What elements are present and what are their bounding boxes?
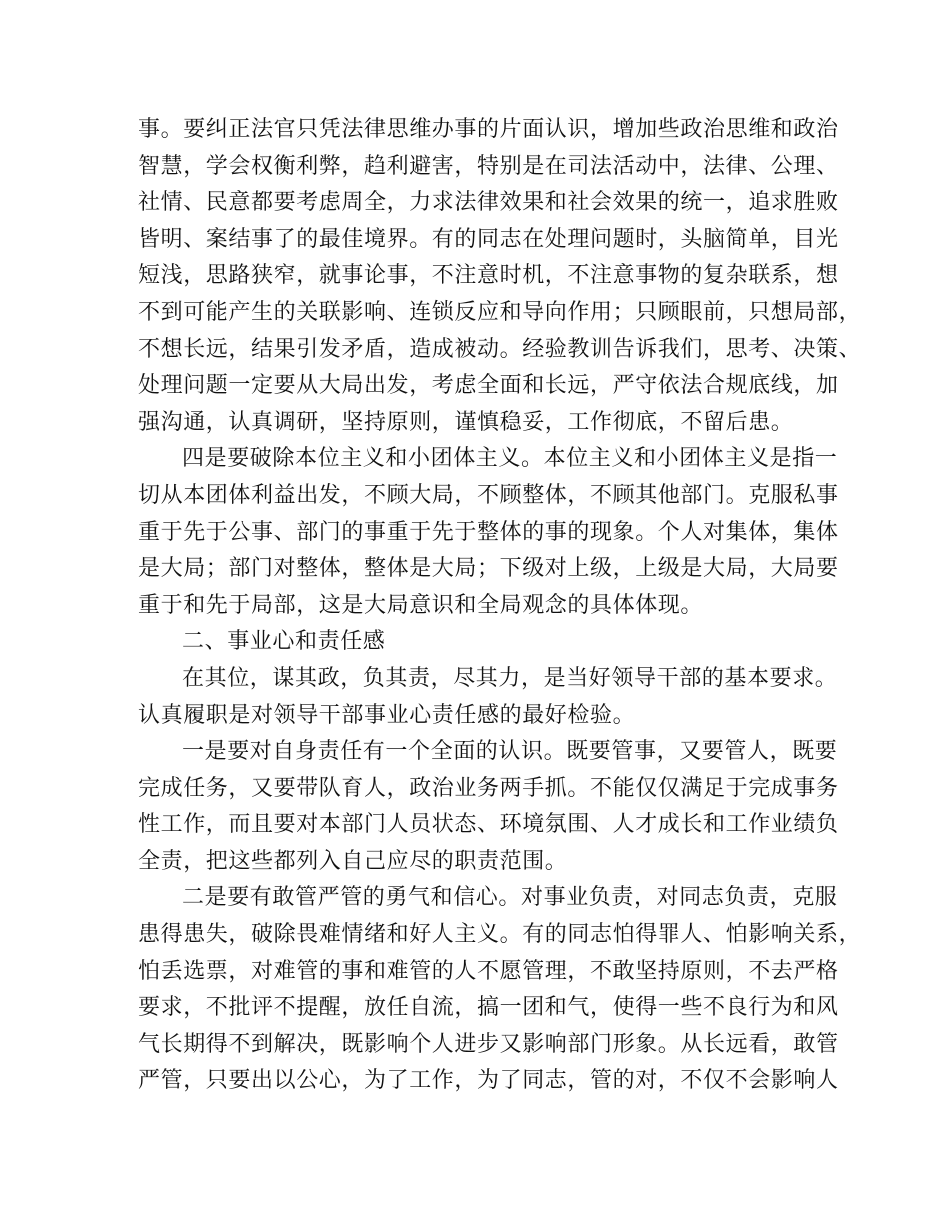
text-line: 社情、民意都要考虑周全，力求法律效果和社会效果的统一，追求胜败 [138,190,839,216]
text-line: 怕丢选票，对难管的事和难管的人不愿管理，不敢坚持原则，不去严格 [138,958,839,984]
text-line: 切从本团体利益出发，不顾大局，不顾整体，不顾其他部门。克服私事 [138,482,839,508]
text-line: 处理问题一定要从大局出发，考虑全面和长远，严守依法合规底线，加 [138,373,839,399]
text-line: 强沟通，认真调研，坚持原则，谨慎稳妥，工作彻底，不留后患。 [138,409,794,435]
text-line: 皆明、案结事了的最佳境界。有的同志在处理问题时，头脑简单，目光 [138,226,839,252]
section-heading: 二、事业心和责任感 [182,629,386,655]
text-line: 重于和先于局部，这是大局意识和全局观念的具体体现。 [138,592,704,618]
text-line: 要求，不批评不提醒，放任自流，搞一团和气，使得一些不良行为和风 [138,995,839,1021]
paragraph-start-line: 二是要有敢管严管的勇气和信心。对事业负责，对同志负责，克服 [182,885,838,911]
text-line: 患得患失，破除畏难情绪和好人主义。有的同志怕得罪人、怕影响关系， [138,922,862,948]
text-line: 性工作，而且要对本部门人员状态、环境氛围、人才成长和工作业绩负 [138,812,839,838]
paragraph-start-line: 一是要对自身责任有一个全面的认识。既要管事，又要管人，既要 [182,739,838,765]
text-line: 事。要纠正法官只凭法律思维办事的片面认识，增加些政治思维和政治 [138,117,839,142]
text-line: 是大局；部门对整体，整体是大局；下级对上级，上级是大局，大局要 [138,556,839,582]
paragraph-start-line: 在其位，谋其政，负其责，尽其力，是当好领导干部的基本要求。 [182,665,838,691]
text-line: 不到可能产生的关联影响、连锁反应和导向作用；只顾眼前，只想局部， [138,299,862,325]
paragraph-start-line: 四是要破除本位主义和小团体主义。本位主义和小团体主义是指一 [182,446,838,472]
text-line: 气长期得不到解决，既影响个人进步又影响部门形象。从长远看，敢管 [138,1031,839,1057]
text-line: 短浅，思路狭窄，就事论事，不注意时机，不注意事物的复杂联系，想 [138,263,839,289]
text-line: 全责，把这些都列入自己应尽的职责范围。 [138,848,568,874]
text-line: 严管，只要出以公心，为了工作，为了同志，管的对，不仅不会影响人 [138,1068,839,1094]
body-text [138,112,862,1100]
text-line: 重于先于公事、部门的事重于先于整体的事的现象。个人对集体，集体 [138,519,839,545]
text-line: 智慧，学会权衡利弊，趋利避害，特别是在司法活动中，法律、公理、 [138,153,839,179]
text-line: 认真履职是对领导干部事业心责任感的最好检验。 [138,702,636,728]
text-line: 不想长远，结果引发矛盾，造成被动。经验教训告诉我们，思考、决策、 [138,336,862,362]
text-line: 完成任务，又要带队育人，政治业务两手抓。不能仅仅满足于完成事务 [138,775,839,801]
